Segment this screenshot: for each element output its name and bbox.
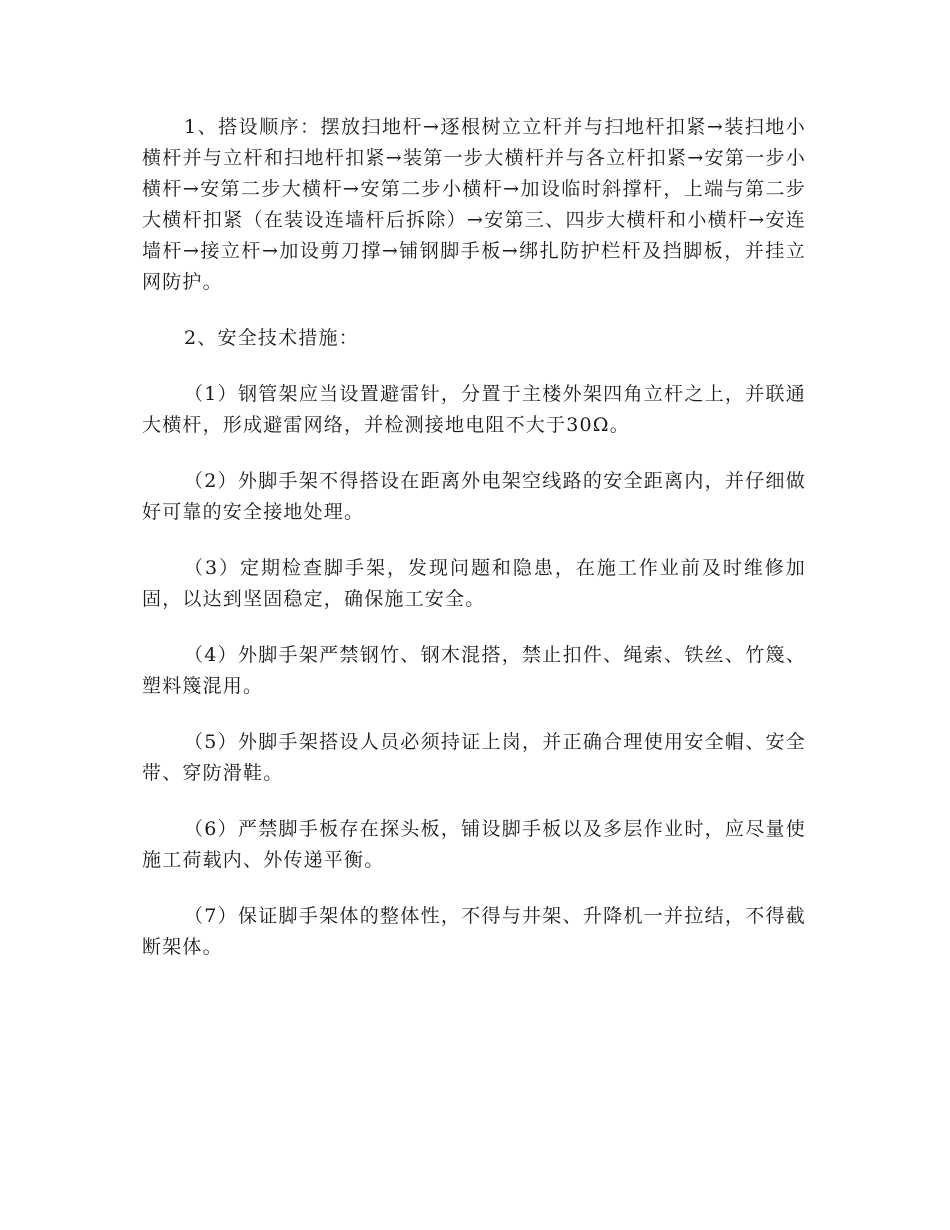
paragraph-safety-heading: 2、安全技术措施： — [184, 327, 359, 349]
document-body — [142, 112, 806, 988]
paragraph-measure-4: （4）外脚手架严禁钢竹、钢木混搭，禁止扣件、绳索、铁丝、竹篾、塑料篾混用。 — [142, 644, 806, 697]
paragraph-measure-1: （1）钢管架应当设置避雷针，分置于主楼外架四角立杆之上，并联通大横杆，形成避雷网络，并检测接地电阻不大于30Ω。 — [142, 383, 806, 436]
paragraph-measure-3: （3）定期检查脚手架，发现问题和隐患，在施工作业前及时维修加固，以达到坚固稳定，确保施工安全。 — [142, 557, 806, 610]
paragraph-measure-2: （2）外脚手架不得搭设在距离外电架空线路的安全距离内，并仔细做好可靠的安全接地处理。 — [142, 470, 806, 523]
paragraph-measure-6: （6）严禁脚手板存在探头板，铺设脚手板以及多层作业时，应尽量使施工荷载内、外传递平衡。 — [142, 818, 806, 871]
paragraph-erection-sequence: 1、搭设顺序：摆放扫地杆→逐根树立立杆并与扫地杆扣紧→装扫地小横杆并与立杆和扫地杆扣紧→装第一步大横杆并与各立杆扣紧→安第一步小横杆→安第二步大横杆→安第二步小横杆→加设临时斜撑杆，上端与第二步大横杆扣紧（在装设连墙杆后拆除）→安第三、四步大横杆和小横杆→安连墙杆→接立杆→加设剪刀撑→铺钢脚手板→绑扎防护栏杆及挡脚板，并挂立网防护。 — [142, 116, 806, 293]
paragraph-measure-7: （7）保证脚手架体的整体性，不得与井架、升降机一并拉结，不得截断架体。 — [142, 905, 806, 958]
paragraph-measure-5: （5）外脚手架搭设人员必须持证上岗，并正确合理使用安全帽、安全带、穿防滑鞋。 — [142, 731, 806, 784]
